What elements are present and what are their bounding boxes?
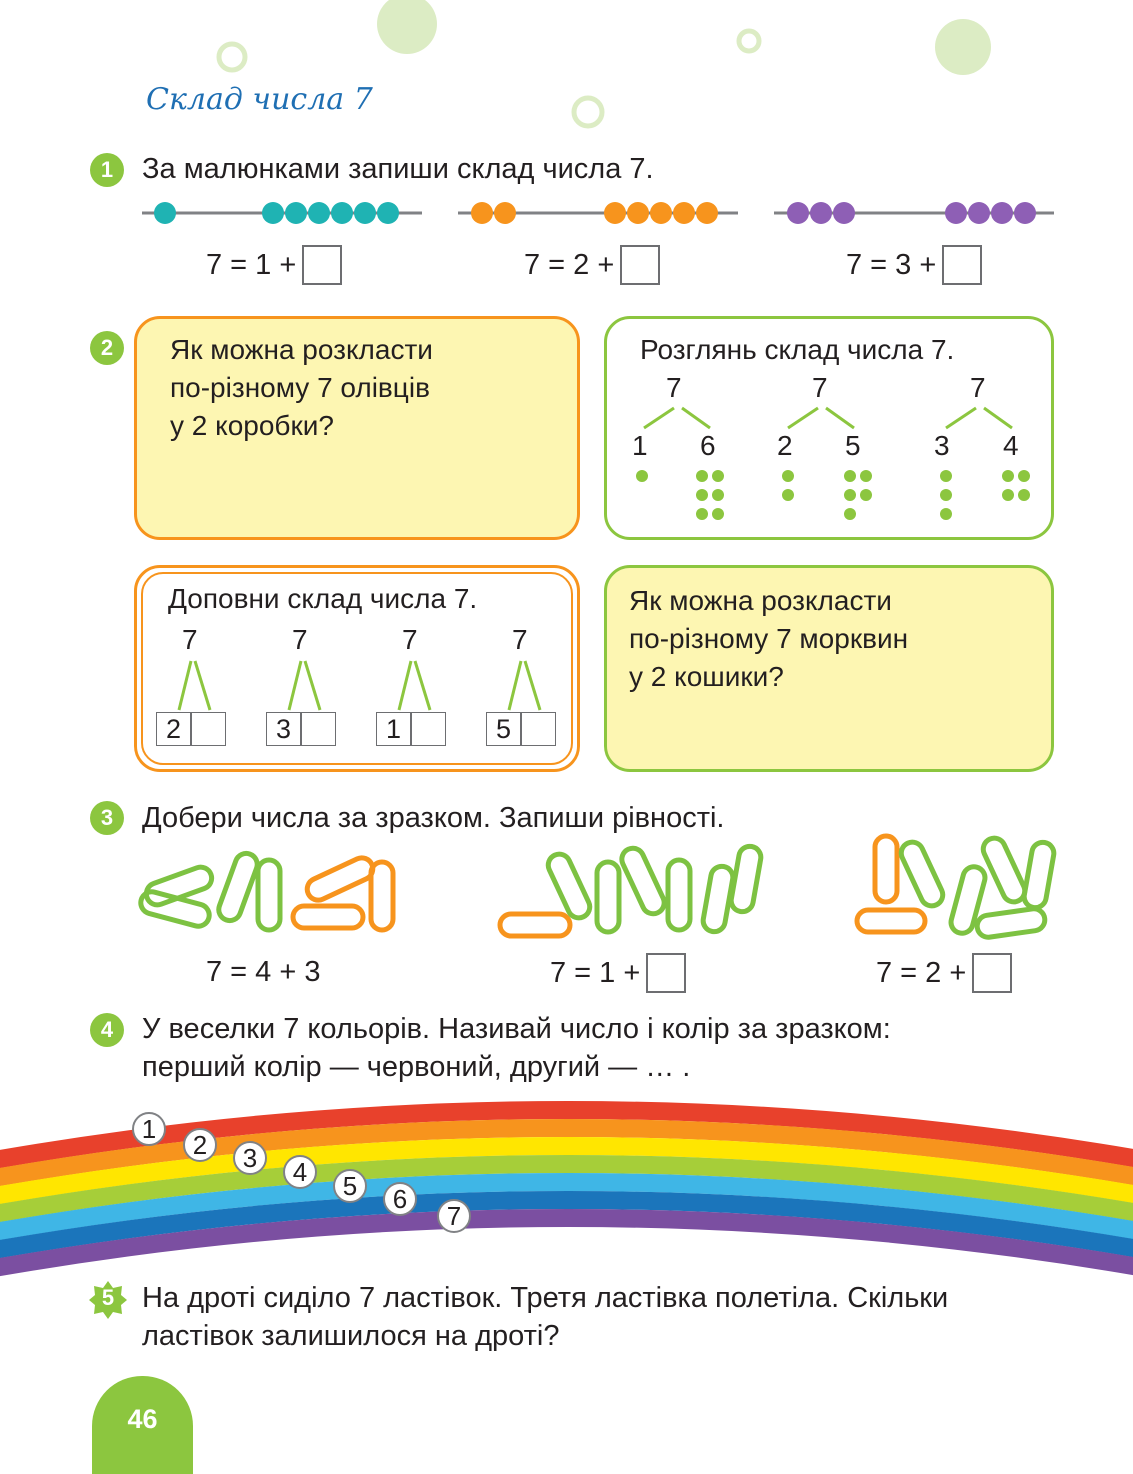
bead-string-3 — [774, 202, 1054, 224]
fill-in-pair-3 — [376, 712, 446, 746]
task-3-equation-3 — [876, 953, 1012, 993]
card-line: Як можна розкласти — [170, 334, 433, 365]
rainbow-number-6: 6 — [383, 1182, 417, 1216]
answer-box[interactable] — [302, 245, 342, 285]
tree-right: 4 — [1003, 430, 1019, 461]
bead-string-2 — [458, 202, 738, 224]
tree-top: 7 — [292, 624, 308, 655]
task-line: На дроті сиділо 7 ластівок. Третя ластівка полетіла. Скільки — [142, 1282, 949, 1314]
answer-box[interactable] — [620, 245, 660, 285]
tree-right: 5 — [845, 430, 861, 461]
equation-text: 7 = 1 + — [550, 956, 641, 989]
task-1-equation-3 — [846, 245, 982, 285]
given-box: 1 — [376, 712, 411, 746]
task-1-badge: 1 — [90, 153, 124, 187]
task-3-equation-1 — [206, 956, 321, 989]
task-4-badge: 4 — [90, 1013, 124, 1047]
card-line: Як можна розкласти — [629, 585, 892, 616]
answer-box[interactable] — [646, 953, 686, 993]
rainbow-number-4: 4 — [283, 1155, 317, 1189]
tree-left: 3 — [934, 430, 950, 461]
fill-in-pair-4 — [486, 712, 556, 746]
paper-clips-group-2 — [500, 845, 763, 936]
equation-text: 7 = 3 + — [846, 248, 937, 281]
task-3-equation-2 — [550, 953, 686, 993]
paper-clips-group-3 — [857, 835, 1056, 939]
card-line: у 2 кошики? — [629, 661, 784, 692]
card-line: по-різному 7 олівців — [170, 372, 430, 403]
given-box: 2 — [156, 712, 191, 746]
tree-left: 1 — [632, 430, 648, 461]
tree-right: 6 — [700, 430, 716, 461]
fill-in-pair-1 — [156, 712, 226, 746]
task-1-equation-1 — [206, 245, 342, 285]
decorative-circles — [0, 0, 1133, 140]
task-3-text: Добери числа за зразком. Запиши рівності. — [142, 802, 725, 834]
abacus-bead-strings — [130, 196, 1070, 232]
given-box: 3 — [266, 712, 301, 746]
tree-top: 7 — [402, 624, 418, 655]
rainbow-number-1: 1 — [132, 1112, 166, 1146]
task-line: ластівок залишилося на дроті? — [142, 1320, 560, 1352]
fill-in-pair-2 — [266, 712, 336, 746]
paper-clips-groups — [135, 830, 1065, 945]
card-title: Доповни склад числа 7. — [168, 583, 478, 614]
task-5-badge-number: 5 — [101, 1285, 115, 1310]
tree-top: 7 — [666, 372, 682, 403]
question-card-carrots — [604, 565, 1054, 772]
card-line: по-різному 7 морквин — [629, 623, 909, 654]
answer-box[interactable] — [411, 712, 446, 746]
tree-top: 7 — [182, 624, 198, 655]
task-4-text — [142, 1010, 891, 1086]
tree-top: 7 — [812, 372, 828, 403]
rainbow-number-7: 7 — [437, 1199, 471, 1233]
task-line: перший колір — червоний, другий — … . — [142, 1051, 691, 1083]
rainbow-number-2: 2 — [183, 1128, 217, 1162]
task-5-text — [142, 1279, 948, 1355]
card-line: у 2 коробки? — [170, 410, 334, 441]
given-box: 5 — [486, 712, 521, 746]
answer-box[interactable] — [942, 245, 982, 285]
answer-box[interactable] — [191, 712, 226, 746]
tree-top: 7 — [970, 372, 986, 403]
fill-in-tree-lines — [134, 655, 580, 715]
task-2-badge: 2 — [90, 331, 124, 365]
equation-text: 7 = 2 + — [524, 248, 615, 281]
rainbow-number-3: 3 — [233, 1141, 267, 1175]
task-3-badge: 3 — [90, 801, 124, 835]
task-line: У веселки 7 кольорів. Називай число і колір за зразком: — [142, 1013, 891, 1045]
page-number: 46 — [127, 1404, 158, 1434]
rainbow — [0, 1090, 1133, 1290]
equation-text: 7 = 4 + 3 — [206, 956, 321, 988]
rainbow-number-5: 5 — [333, 1169, 367, 1203]
equation-text: 7 = 1 + — [206, 248, 297, 281]
tree-top: 7 — [512, 624, 528, 655]
answer-box[interactable] — [972, 953, 1012, 993]
answer-box[interactable] — [521, 712, 556, 746]
question-card-pencils — [134, 316, 580, 540]
equation-text: 7 = 2 + — [876, 956, 967, 989]
tree-left: 2 — [777, 430, 793, 461]
task-1-text: За малюнками запиши склад числа 7. — [142, 153, 654, 185]
answer-box[interactable] — [301, 712, 336, 746]
card-title: Розглянь склад числа 7. — [640, 334, 955, 365]
bead-string-1 — [142, 202, 422, 224]
page-title: Склад числа 7 — [146, 82, 373, 117]
paper-clips-group-1 — [138, 850, 393, 930]
task-1-equation-2 — [524, 245, 660, 285]
